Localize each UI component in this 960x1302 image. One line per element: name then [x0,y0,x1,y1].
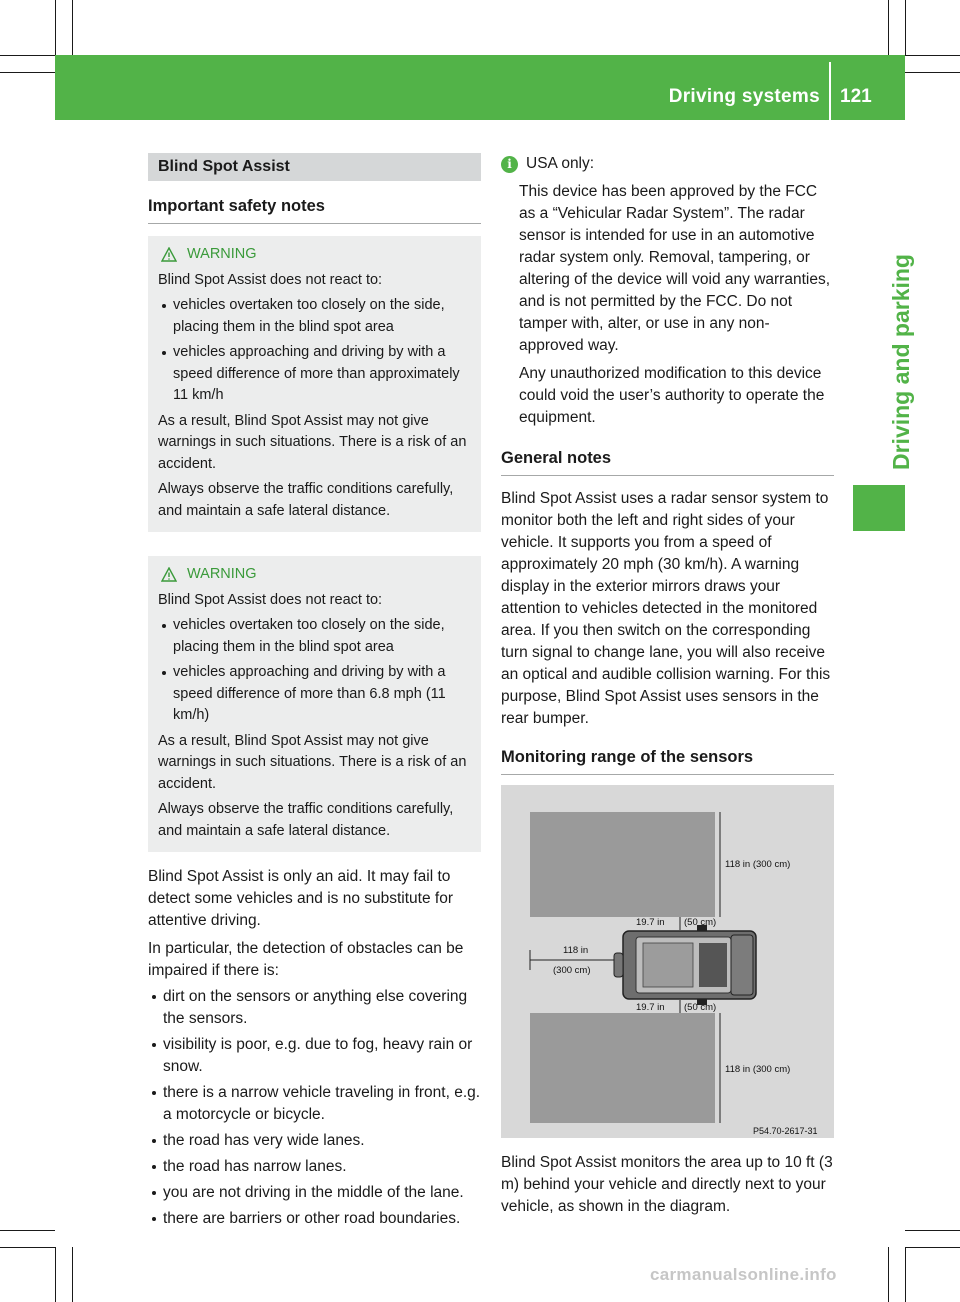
list-item: there is a narrow vehicle traveling in front, e.g. a motorcycle or bicycle. [148,1082,481,1126]
warning-list [158,295,471,407]
label-side-range-cm: (300 cm) [553,965,591,976]
label-bottom-gap-in: 19.7 in [636,1002,665,1013]
warning-intro: Blind Spot Assist does not react to: [158,271,383,288]
crop-mark [888,0,889,55]
subheading-safety: Important safety notes [148,195,481,224]
list-item: vehicles approaching and driving by with a speed difference of more than approximately 11 km/h [158,342,471,407]
impairment-list [148,986,481,1230]
crop-mark [905,1230,960,1231]
top-monitoring-zone [530,812,715,917]
crop-mark [72,0,73,55]
paragraph: Blind Spot Assist is only an aid. It may fail to detect some vehicles and is no substitute for attentive driving. [148,868,453,929]
crop-mark [0,1230,55,1231]
label-top-gap-cm: (50 cm) [684,917,717,928]
figure-code: P54.70-2617-31 [753,1126,818,1136]
crop-mark [905,55,960,56]
warning-triangle-icon [161,567,177,582]
chapter-title: Driving systems [668,86,820,107]
section-title: Blind Spot Assist [148,153,481,181]
crop-mark [905,0,906,55]
label-bottom-range: 118 in (300 cm) [725,1064,791,1075]
list-item: there are barriers or other road boundaries. [148,1208,481,1230]
crop-mark [0,1247,55,1248]
left-column [148,153,481,1230]
warning-paragraph: As a result, Blind Spot Assist may not give warnings in such situations. There is a risk of an accident. [158,412,467,472]
warning-triangle-icon [161,247,177,262]
crop-mark [55,0,56,55]
warning-intro: Blind Spot Assist does not react to: [158,591,383,608]
list-item: the road has narrow lanes. [148,1156,481,1178]
warning-paragraph: Always observe the traffic conditions carefully, and maintain a safe lateral distance. [158,801,454,839]
warning-box [148,556,481,852]
sensor-range-diagram [501,785,834,1138]
paragraph: In particular, the detection of obstacles can be impaired if there is: [148,940,464,979]
body-text [148,866,481,1230]
watermark: carmanualsonline.info [650,1265,837,1284]
info-title-row [501,153,834,175]
warning-box [148,236,481,532]
list-item: vehicles overtaken too closely on the side, placing them in the blind spot area [158,615,471,658]
warning-title-row [161,564,471,586]
crop-mark [905,1247,906,1302]
warning-list [158,615,471,727]
crop-mark [905,72,960,73]
list-item: vehicles overtaken too closely on the side, placing them in the blind spot area [158,295,471,338]
info-paragraph: This device has been approved by the FCC as a “Vehicular Radar System”. The radar sensor is intended for use in an automotive radar system only. Removal, tampering, or altering of the device will void any warranties, and is not permitted by the FCC. Do not tamper with, alter, or use in any non-approved way. [519,183,831,354]
warning-paragraph: Always observe the traffic conditions carefully, and maintain a safe lateral distance. [158,481,454,519]
diagram-caption: Blind Spot Assist monitors the area up to 10 ft (3 m) behind your vehicle and directly next to your vehicle, as shown in the diagram. [501,1154,833,1215]
diagram-svg [501,785,834,1138]
general-notes-paragraph: Blind Spot Assist uses a radar sensor system to monitor both the left and right sides of your vehicle. It supports you from a speed of approximately 20 mph (30 km/h). A warning display in the exterior mirrors draws your attention to vehicles detected in the monitored area. If you then switch on the corresponding turn signal to change lane, you will also receive an optical and audible collision warning. For this purpose, Blind Spot Assist uses sensors in the rear bumper. [501,490,831,727]
warning-title-row [161,244,471,266]
monitoring-heading: Monitoring range of the sensors [501,746,834,775]
list-item: you are not driving in the middle of the lane. [148,1182,481,1204]
list-item: dirt on the sensors or anything else covering the sensors. [148,986,481,1030]
warning-title: WARNING [187,246,257,262]
list-item: visibility is poor, e.g. due to fog, heavy rain or snow. [148,1034,481,1078]
side-tab-block [853,485,905,531]
general-notes-heading: General notes [501,447,834,476]
info-title: USA only: [526,155,595,172]
crop-mark [72,1247,73,1302]
side-tab-label: Driving and parking [888,254,914,470]
bottom-monitoring-zone [530,1013,715,1123]
vehicle-topview [614,925,756,1005]
label-top-gap-in: 19.7 in [636,917,665,928]
warning-paragraph: As a result, Blind Spot Assist may not give warnings in such situations. There is a risk of an accident. [158,732,467,792]
crop-mark [55,1247,56,1302]
list-item: the road has very wide lanes. [148,1130,481,1152]
info-paragraph: Any unauthorized modification to this device could void the user’s authority to operate the equipment. [519,365,825,426]
list-item: vehicles approaching and driving by with a speed difference of more than 6.8 mph (11 km/h) [158,662,471,727]
label-bottom-gap-cm: (50 cm) [684,1002,717,1013]
header-divider [829,62,831,120]
label-top-range: 118 in (300 cm) [725,859,791,870]
crop-mark [0,55,55,56]
crop-mark [888,1247,889,1302]
crop-mark [905,1247,960,1248]
page-number: 121 [840,86,872,107]
right-column [501,153,834,1218]
crop-mark [0,72,55,73]
warning-title: WARNING [187,566,257,582]
info-icon: i [501,156,518,173]
label-side-range-in: 118 in [563,945,589,956]
